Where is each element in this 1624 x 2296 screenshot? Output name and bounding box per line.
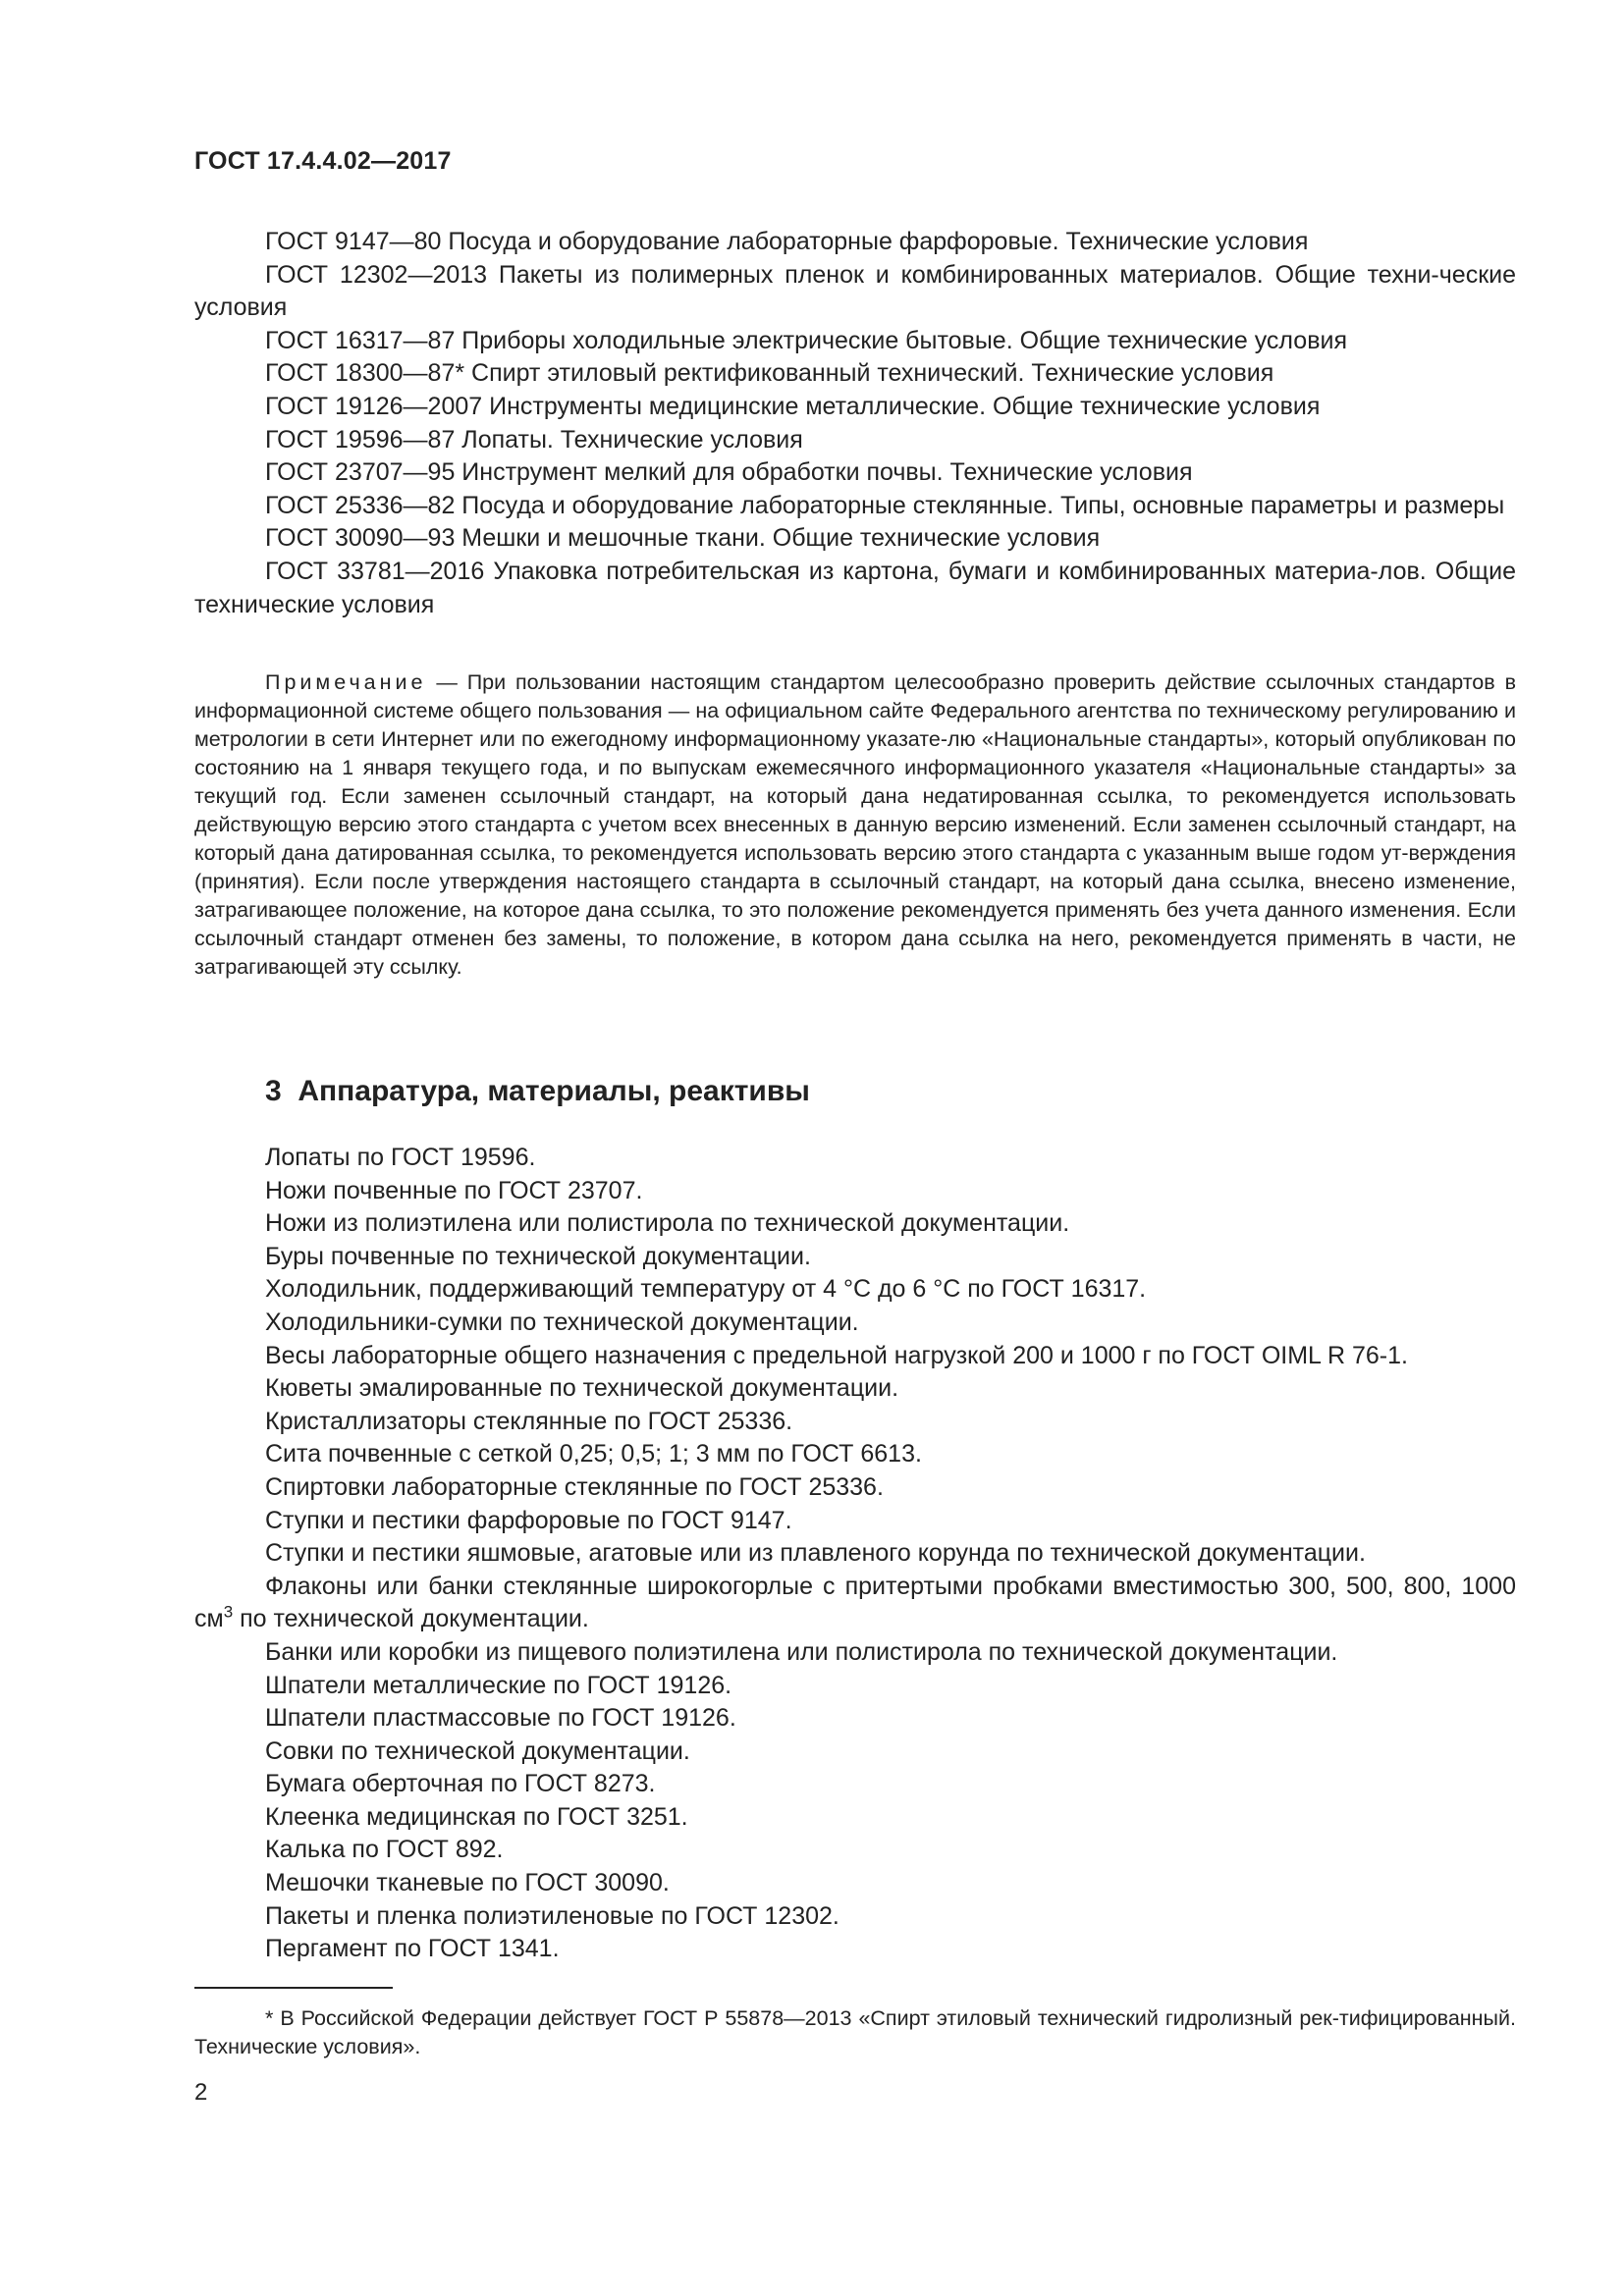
- equipment-item: Буры почвенные по технической документации.: [265, 1242, 811, 1270]
- normative-references-list: [194, 226, 1516, 621]
- equipment-item: Весы лабораторные общего назначения с предельной нагрузкой 200 и 1000 г по ГОСТ OIML R 76-1.: [265, 1341, 1408, 1369]
- equipment-item: Холодильники-сумки по технической документации.: [265, 1308, 859, 1336]
- note-label: Примечание: [265, 670, 427, 694]
- equipment-item: Ступки и пестики яшмовые, агатовые или из плавленого корунда по технической документации.: [265, 1539, 1366, 1568]
- equipment-item: Лопаты по ГОСТ 19596.: [265, 1144, 536, 1171]
- reference-item: ГОСТ 9147—80 Посуда и оборудование лабораторные фарфоровые. Технические условия: [265, 228, 1309, 255]
- equipment-item-flasks: [194, 1571, 1516, 1636]
- section-heading: [265, 1075, 810, 1108]
- footnote-separator: [194, 1987, 393, 1989]
- note-paragraph: [194, 668, 1516, 982]
- reference-item: ГОСТ 12302—2013 Пакеты из полимерных пленок и комбинированных материалов. Общие техни-ческие условия: [194, 260, 1516, 322]
- equipment-item: Клеенка медицинская по ГОСТ 3251.: [265, 1802, 688, 1831]
- equipment-item: Пакеты и пленка полиэтиленовые по ГОСТ 12302.: [265, 1901, 839, 1930]
- equipment-item: Кристаллизаторы стеклянные по ГОСТ 25336.: [265, 1407, 793, 1435]
- reference-item: ГОСТ 16317—87 Приборы холодильные электрические бытовые. Общие технические условия: [265, 326, 1347, 354]
- equipment-item: Спиртовки лабораторные стеклянные по ГОСТ 25336.: [265, 1472, 884, 1501]
- note-text: — При пользовании настоящим стандартом целесообразно проверить действие ссылочных стандартов в информационной системе общего пользования — на официальном сайте Федерального агентства по техническому регулированию и метрологии в сети Интернет или по ежегодному информационному указате-лю «Национальные стандарты», который опубликован по состоянию на 1 января текущего года, и по выпускам ежемесячного информационного указателя «Национальные стандарты» за текущий год. Если заменен ссылочный стандарт, на который дана недатированная ссылка, то рекомендуется использовать действующую версию этого стандарта с учетом всех внесенных в данную версию изменений. Если заменен ссылочный стандарт, на который дана датированная ссылка, то рекомендуется использовать версию этого стандарта с указанным выше годом ут-верждения (принятия). Если после утверждения настоящего стандарта в ссылочный стандарт, на который дана ссылка, внесено изменение, затрагивающее положение, на которое дана ссылка, то это положение рекомендуется применять без учета данного изменения. Если ссылочный стандарт отменен без замены, то положение, в котором дана ссылка на него, рекомендуется применять в части, не затрагивающей эту ссылку.: [194, 670, 1516, 979]
- reference-item: ГОСТ 23707—95 Инструмент мелкий для обработки почвы. Технические условия: [265, 458, 1193, 487]
- reference-item: ГОСТ 25336—82 Посуда и оборудование лабораторные стеклянные. Типы, основные параметры и размеры: [265, 491, 1505, 519]
- reference-item: ГОСТ 30090—93 Мешки и мешочные ткани. Общие технические условия: [265, 524, 1101, 553]
- equipment-item: Холодильник, поддерживающий температуру от 4 °С до 6 °С по ГОСТ 16317.: [265, 1275, 1147, 1304]
- equipment-item: Ножи из полиэтилена или полистирола по технической документации.: [265, 1209, 1070, 1238]
- equipment-item: Бумага оберточная по ГОСТ 8273.: [265, 1770, 656, 1798]
- document-code-header: ГОСТ 17.4.4.02—2017: [194, 147, 452, 175]
- equipment-item: Ступки и пестики фарфоровые по ГОСТ 9147.: [265, 1506, 792, 1534]
- equipment-list: [194, 1142, 1516, 1966]
- equipment-item: Шпатели пластмассовые по ГОСТ 19126.: [265, 1704, 736, 1733]
- footnote: * В Российской Федерации действует ГОСТ Р 55878—2013 «Спирт этиловый технический гидролизный рек-тифицированный. Технические условия».: [194, 2006, 1516, 2058]
- section-number: 3: [265, 1075, 282, 1107]
- equipment-item: Совки по технической документации.: [265, 1736, 690, 1765]
- equipment-item: Банки или коробки из пищевого полиэтилена или полистирола по технической документации.: [265, 1637, 1338, 1666]
- reference-item: ГОСТ 19126—2007 Инструменты медицинские металлические. Общие технические условия: [265, 392, 1321, 420]
- reference-item: ГОСТ 18300—87* Спирт этиловый ректификованный технический. Технические условия: [265, 359, 1274, 388]
- section-title-text: Аппаратура, материалы, реактивы: [298, 1075, 810, 1107]
- cubic-superscript: 3: [223, 1602, 234, 1622]
- flask-text-end: по технической документации.: [233, 1605, 589, 1633]
- equipment-item: Сита почвенные с сеткой 0,25; 0,5; 1; 3 мм по ГОСТ 6613.: [265, 1440, 922, 1468]
- flask-text: Флаконы или банки стеклянные широкогорлые с притертыми пробками вместимостью 300, 500, 800, 1000 см: [194, 1572, 1516, 1633]
- reference-item: ГОСТ 33781—2016 Упаковка потребительская из картона, бумаги и комбинированных материа-лов. Общие технические условия: [194, 557, 1516, 618]
- equipment-item: Кюветы эмалированные по технической документации.: [265, 1374, 899, 1403]
- equipment-item: Калька по ГОСТ 892.: [265, 1836, 504, 1864]
- reference-item: ГОСТ 19596—87 Лопаты. Технические условия: [265, 425, 803, 454]
- equipment-item: Пергамент по ГОСТ 1341.: [265, 1935, 560, 1963]
- equipment-item: Шпатели металлические по ГОСТ 19126.: [265, 1671, 732, 1699]
- equipment-item: Ножи почвенные по ГОСТ 23707.: [265, 1176, 643, 1204]
- equipment-item: Мешочки тканевые по ГОСТ 30090.: [265, 1869, 670, 1897]
- page-number: 2: [194, 2079, 208, 2106]
